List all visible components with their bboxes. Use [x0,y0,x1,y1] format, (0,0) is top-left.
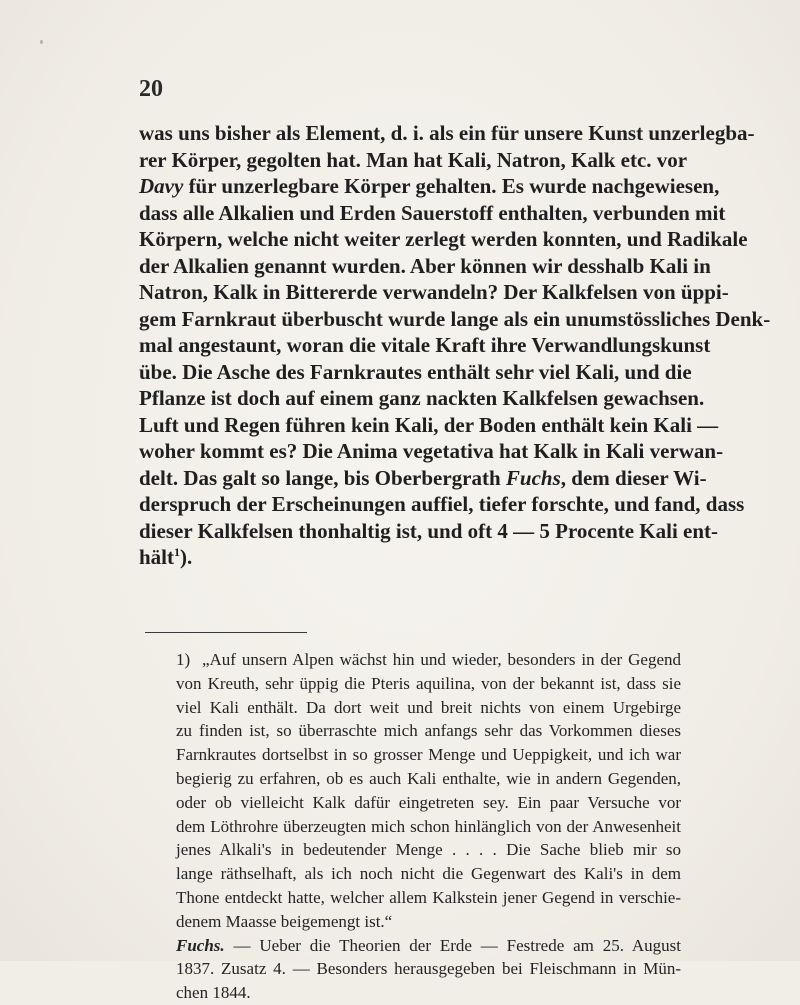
footnote-marker: 1) [176,650,191,669]
main-line [139,544,681,571]
main-line-text: für unzerlegbare Körper gehalten. Es wurde nachgewiesen, [188,174,720,198]
footnote-divider [145,632,307,633]
footnote-line: Thone entdeckt hatte, welcher allem Kalkstein jener Gegend in verschie- [176,887,681,907]
main-line [139,465,707,492]
main-line: dieser Kalkfelsen thonhaltig ist, und oft 4 — 5 Procente Kali ent- [139,518,719,543]
citation-author: Fuchs. [176,935,225,955]
main-line: woher kommt es? Die Anima vegetativa hat Kalk in Kali verwan- [139,439,724,463]
footnote-line: lange räthselhaft, als ich noch nicht die Gegenwart des Kali's in dem [176,864,681,884]
main-line: rer Körper, gegolten hat. Man hat Kali, Natron, Kalk etc. vor [139,147,688,172]
name-davy: Davy [139,174,184,198]
main-line: Natron, Kalk in Bittererde verwandeln? Der Kalkfelsen von üppi- [139,280,729,304]
main-line: derspruch der Erscheinungen auffiel, tiefer forschte, und fand, dass [139,492,745,516]
footnote-line: Farnkrautes dortselbst in so grosser Menge und Ueppigkeit, und ich war [176,745,681,765]
citation-line: chen 1844. [176,983,251,1003]
footnote-line: viel Kali enthält. Da dort weit und breit nichts von einem Urgebirge [176,697,681,717]
main-line [139,173,720,200]
footnote-line: denem Maasse beigemengt ist.“ [176,911,393,931]
main-line: dass alle Alkalien und Erden Sauerstoff enthalten, verbunden mit [139,200,726,225]
main-line-text: hält [139,545,175,569]
main-line: Körpern, welche nicht weiter zerlegt werden konnten, und Radikale [139,227,748,251]
main-line: mal angestaunt, woran die vitale Kraft ihre Verwandlungskunst [139,333,711,357]
footnote-reference: 1 [174,545,181,559]
name-fuchs: Fuchs [505,465,561,490]
main-line: der Alkalien genannt wurden. Aber können wir desshalb Kali in [139,253,711,278]
main-line: was uns bisher als Element, d. i. als ein für unsere Kunst unzerlegba- [139,121,755,145]
footnote-line [176,648,681,672]
main-line: Luft und Regen führen kein Kali, der Boden enthält kein Kali — [139,412,719,437]
footnote-line: begierig zu erfahren, ob es auch Kali enthalte, wie in andern Gegenden, [176,768,681,788]
main-line-text: delt. Das galt so lange, bis Oberbergrath [139,465,501,490]
comma: , [560,465,567,490]
footnote-line: jenes Alkali's in bedeutender Menge . . . . Die Sache blieb mir so [176,840,681,860]
footnote-line: von Kreuth, sehr üppig die Pteris aquilina, von der bekannt ist, dass sie [176,673,681,693]
citation-line: 1837. Zusatz 4. — Besonders herausgegeben bei Fleischmann in Mün- [176,959,681,979]
closing-punctuation: ). [180,545,193,569]
footnote [176,648,681,1005]
page-number: 20 [139,76,163,102]
main-line: übe. Die Asche des Farnkrautes enthält sehr viel Kali, und die [139,359,692,384]
footnote-line: dem Löthrohre überzeugten mich schon hinlänglich von der Anwesenheit [176,816,681,836]
citation-line [176,934,681,958]
main-line-text: dem dieser Wi- [571,465,707,490]
footnote-line: zu finden ist, so überraschte mich anfangs sehr das Vorkommen dieses [176,721,681,741]
main-paragraph [139,120,771,571]
main-line: gem Farnkraut überbuscht wurde lange als ein unumstössliches Denk- [139,306,771,331]
main-line: Pflanze ist doch auf einem ganz nackten Kalkfelsen gewachsen. [139,386,705,410]
citation-text: — Ueber die Theorien der Erde — Festrede am 25. August [233,935,682,955]
footnote-line: oder ob vielleicht Kalk dafür eingetreten sey. Ein paar Versuche vor [176,792,681,812]
footnote-line-text: „Auf unsern Alpen wächst hin und wieder, besonders in der Gegend [201,650,681,669]
paper-speck [40,40,43,44]
